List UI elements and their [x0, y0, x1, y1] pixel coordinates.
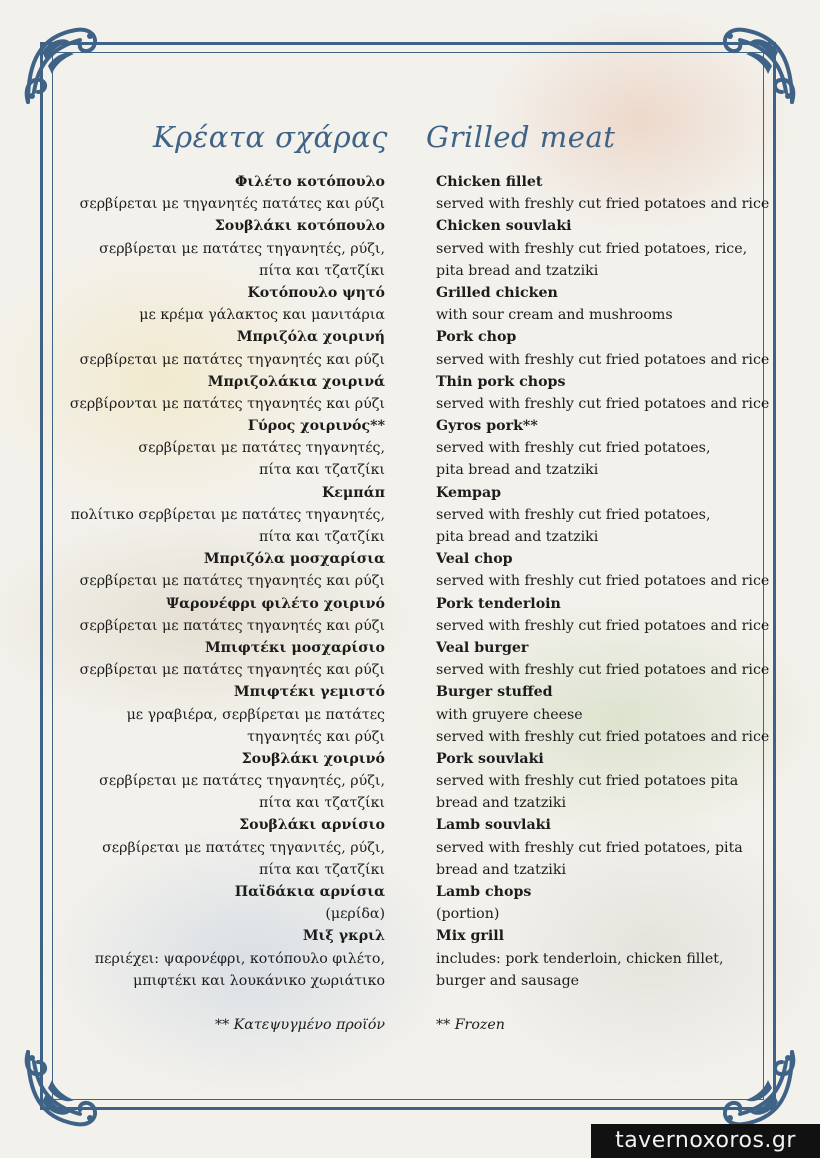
menu-item-desc-en: served with freshly cut fried potatoes, [436, 440, 711, 457]
menu-item-desc-en: pita bread and tzatziki [436, 529, 599, 545]
menu-item-desc-gr: σερβίρεται με πατάτες τηγανητές, ρύζι, [99, 773, 385, 790]
menu-item-name-en: Grilled chicken [436, 284, 558, 301]
menu-item-desc-en: served with freshly cut fried potatoes pita [436, 773, 739, 790]
ornamental-scroll-icon [20, 22, 106, 108]
menu-item-desc-gr: σερβίρονται με πατάτες τηγανητές και ρύζι [69, 395, 385, 412]
menu-item-desc-en: served with freshly cut fried potatoes and rice [436, 196, 770, 213]
menu-item-name-en: Gyros pork** [436, 418, 538, 435]
menu-item-desc-en: served with freshly cut fried potatoes, pita [436, 839, 743, 856]
frozen-note-gr: ** Κατεψυγμένο προϊόν [214, 1017, 385, 1034]
menu-item-desc-gr: σερβίρεται με πατάτες τηγανητές, [138, 440, 385, 457]
menu-item-desc-en: served with freshly cut fried potatoes and rice [436, 395, 770, 412]
ornamental-scroll-icon [20, 1046, 106, 1132]
menu-item-desc-en: pita bread and tzatziki [436, 262, 599, 279]
menu-item-desc-gr: περιέχει: ψαρονέφρι, κοτόπουλο φιλέτο, [94, 950, 385, 967]
menu-item-desc-en: served with freshly cut fried potatoes, rice, [436, 240, 748, 257]
menu-item-name-en: Kempap [436, 484, 502, 501]
menu-item-desc-en: served with freshly cut fried potatoes and rice [436, 662, 770, 679]
ornamental-scroll-icon [714, 22, 800, 108]
menu-item-name-en: Mix grill [436, 928, 505, 945]
menu-item-desc-gr: σερβίρεται με πατάτες τηγανητές και ρύζι [79, 662, 385, 679]
spacer [436, 992, 766, 1014]
menu-item-desc-en: includes: pork tenderloin, chicken fillet, [436, 950, 724, 967]
menu-item-name-en: Pork tenderloin [436, 595, 561, 612]
menu-item-desc-gr: πίτα και τζατζίκι [259, 262, 385, 279]
spacer [0, 992, 385, 1014]
menu-item-name-en: Chicken fillet [436, 174, 543, 190]
menu-item-name-en: Pork chop [436, 329, 517, 346]
menu-item-desc-en: pita bread and tzatziki [436, 462, 599, 479]
menu-item-desc-en: served with freshly cut fried potatoes, [436, 506, 711, 523]
greek-column [0, 171, 385, 1036]
menu-item-name-gr: Σουβλάκι χοιρινό [241, 750, 385, 767]
menu-item-name-en: Veal burger [436, 639, 529, 656]
site-watermark: tavernoxoros.gr [591, 1124, 820, 1158]
menu-item-name-gr: Μπιφτέκι μοσχαρίσιο [204, 639, 385, 656]
menu-item-desc-gr: σερβίρεται με πατάτες τηγανιτές, ρύζι, [102, 839, 385, 856]
menu-item-desc-gr: σερβίρεται με πατάτες τηγανητές και ρύζι [79, 351, 385, 368]
menu-item-desc-gr: πολίτικο σερβίρεται με πατάτες τηγανητές, [70, 506, 385, 523]
menu-item-desc-gr: σερβίρεται με πατάτες τηγανητές, ρύζι, [99, 240, 385, 257]
menu-item-name-gr: Μπριζόλα χοιρινή [236, 329, 385, 346]
heading-english: Grilled meat [426, 120, 616, 154]
menu-item-name-en: Chicken souvlaki [436, 218, 572, 235]
menu-item-desc-en: served with freshly cut fried potatoes and rice [436, 351, 770, 368]
menu-item-desc-en: served with freshly cut fried potatoes and rice [436, 728, 770, 745]
menu-item-desc-gr: πίτα και τζατζίκι [259, 529, 385, 545]
menu-item-name-en: Lamb chops [436, 884, 532, 900]
menu-item-desc-gr: πίτα και τζατζίκι [259, 861, 385, 878]
menu-item-desc-gr: σερβίρεται με πατάτες τηγανητές και ρύζι [79, 617, 385, 634]
menu-item-name-gr: Μπριζόλα μοσχαρίσια [203, 551, 385, 568]
menu-item-desc-gr: με κρέμα γάλακτος και μανιτάρια [139, 307, 385, 324]
frozen-note-en: ** Frozen [436, 1017, 505, 1034]
menu-item-name-gr: Φιλέτο κοτόπουλο [235, 174, 385, 190]
menu-item-name-gr: Μιξ γκριλ [302, 928, 385, 945]
menu-item-desc-gr: (μερίδα) [325, 906, 385, 923]
menu-item-desc-gr: μπιφτέκι και λουκάνικο χωριάτικο [133, 972, 385, 989]
menu-item-desc-gr: με γραβιέρα, σερβίρεται με πατάτες [126, 706, 385, 723]
menu-item-desc-en: bread and tzatziki [436, 795, 566, 812]
menu-item-name-en: Burger stuffed [436, 684, 553, 701]
menu-item-name-en: Thin pork chops [436, 373, 566, 390]
menu-item-desc-en: served with freshly cut fried potatoes and rice [436, 573, 770, 590]
menu-item-name-gr: Μπριζολάκια χοιρινά [207, 373, 385, 390]
menu-item-name-en: Lamb souvlaki [436, 817, 551, 834]
menu-item-desc-en: with gruyere cheese [436, 706, 583, 723]
menu-item-name-gr: Μπιφτέκι γεμιστό [233, 684, 385, 701]
menu-item-desc-en: burger and sausage [436, 972, 580, 989]
english-column [436, 171, 770, 1036]
menu-item-name-gr: Παϊδάκια αρνίσια [234, 884, 385, 900]
menu-item-name-gr: Γύρος χοιρινός** [247, 418, 385, 435]
menu-item-desc-en: with sour cream and mushrooms [436, 307, 673, 324]
ornamental-scroll-icon [714, 1046, 800, 1132]
menu-item-name-gr: Σουβλάκι κοτόπουλο [214, 218, 385, 235]
menu-item-name-gr: Κεμπάπ [321, 484, 385, 501]
menu-item-desc-en: bread and tzatziki [436, 861, 566, 878]
menu-item-desc-gr: πίτα και τζατζίκι [259, 462, 385, 479]
menu-item-name-en: Pork souvlaki [436, 750, 544, 767]
menu-item-desc-gr: σερβίρεται με πατάτες τηγανητές και ρύζι [79, 573, 385, 590]
menu-item-name-gr: Σουβλάκι αρνίσιο [239, 817, 385, 834]
heading-greek: Κρέατα σχάρας [152, 120, 388, 154]
menu-item-desc-gr: πίτα και τζατζίκι [259, 795, 385, 812]
menu-item-name-en: Veal chop [436, 551, 513, 568]
menu-item-name-gr: Κοτόπουλο ψητό [247, 284, 385, 301]
menu-item-desc-en: served with freshly cut fried potatoes and rice [436, 617, 770, 634]
menu-item-desc-gr: σερβίρεται με τηγανητές πατάτες και ρύζι [79, 196, 385, 213]
menu-item-desc-en: (portion) [436, 906, 500, 923]
menu-item-desc-gr: τηγανητές και ρύζι [247, 728, 385, 745]
menu-item-name-gr: Ψαρονέφρι φιλέτο χοιρινό [166, 595, 385, 612]
